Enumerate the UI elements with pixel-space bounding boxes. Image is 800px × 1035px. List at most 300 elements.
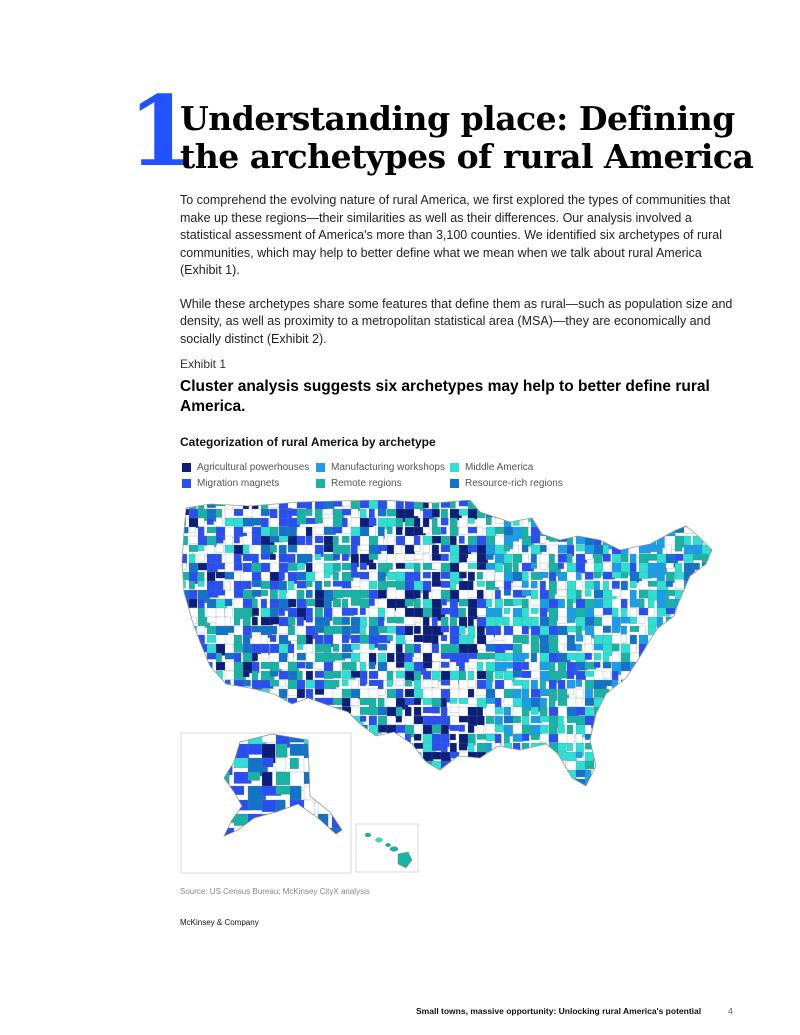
county-cell: [711, 770, 720, 777]
county-cell: [468, 518, 475, 524]
county-cell: [234, 518, 243, 528]
county-cell: [207, 680, 218, 693]
county-cell: [684, 779, 696, 788]
county-cell: [702, 653, 713, 659]
county-cell: [234, 644, 243, 653]
county-cell: [450, 734, 456, 740]
county-cell: [216, 635, 226, 644]
county-cell: [594, 725, 600, 732]
county-cell: [441, 518, 448, 525]
county-cell: [333, 590, 343, 598]
county-cell: [702, 689, 712, 699]
county-cell: [621, 761, 632, 770]
county-cell: [513, 509, 520, 518]
county-cell: [306, 590, 313, 598]
county-cell: [387, 608, 395, 618]
county-cell: [441, 527, 446, 534]
county-cell: [450, 581, 456, 590]
county-cell: [405, 680, 412, 686]
county-cell: [342, 716, 349, 725]
county-cell: [468, 716, 478, 726]
county-cell: [603, 743, 614, 752]
county-cell: [711, 581, 719, 587]
county-cell: [648, 743, 654, 751]
county-cell: [612, 527, 622, 534]
county-cell: [360, 734, 366, 743]
county-cell: [450, 779, 458, 786]
county-cell: [234, 536, 240, 543]
county-cell: [711, 518, 718, 526]
county-cell: [306, 563, 312, 573]
county-cell: [279, 707, 291, 718]
county-cell: [486, 770, 497, 776]
county-cell: [711, 680, 720, 686]
county-cell: [684, 599, 690, 605]
county-cell: [333, 518, 342, 527]
county-cell: [279, 671, 289, 679]
county-cell: [540, 788, 552, 794]
county-cell: [522, 788, 530, 798]
county-cell: [252, 608, 259, 616]
county-cell: [558, 779, 570, 788]
county-cell: [387, 563, 393, 570]
county-cell: [387, 527, 392, 534]
county-cell: [405, 761, 418, 774]
county-cell: [675, 788, 681, 796]
county-cell: [369, 743, 382, 749]
county-cell: [585, 572, 593, 580]
county-cell: [180, 725, 187, 734]
county-cell: [333, 725, 346, 732]
county-cell: [585, 698, 595, 706]
county-cell: [333, 680, 339, 687]
county-cell: [648, 680, 659, 690]
county-cell: [603, 662, 611, 668]
county-cell: [504, 707, 511, 715]
county-cell: [423, 770, 429, 778]
county-cell: [189, 653, 196, 664]
county-cell: [351, 743, 359, 755]
county-cell: [459, 743, 467, 750]
county-cell: [594, 779, 603, 792]
county-cell: [549, 779, 562, 790]
county-cell: [612, 761, 622, 774]
county-cell: [495, 770, 507, 778]
county-cell: [387, 581, 397, 587]
county-cell: [450, 761, 459, 767]
county-cell: [225, 608, 233, 618]
county-cell: [486, 716, 494, 724]
county-cell: [504, 770, 511, 778]
county-cell: [603, 752, 613, 763]
county-cell: [612, 644, 619, 651]
county-cell: [369, 644, 375, 650]
county-cell: [711, 743, 720, 755]
county-cell: [513, 779, 522, 790]
county-cell: [468, 761, 480, 774]
county-cell: [279, 608, 285, 616]
county-cell: [225, 716, 233, 724]
county-cell: [576, 500, 587, 506]
county-cell: [189, 698, 195, 704]
county-cell: [711, 662, 720, 671]
county-cell: [657, 680, 665, 690]
county-cell: [657, 707, 667, 717]
county-cell: [477, 635, 486, 645]
county-cell: [711, 644, 717, 653]
county-cell: [657, 734, 670, 744]
county-cell: [189, 680, 196, 688]
county-cell: [432, 554, 442, 561]
county-cell: [360, 707, 370, 715]
county-cell: [684, 518, 693, 527]
county-cell: [693, 572, 701, 585]
county-cell: [405, 779, 413, 785]
county-cell: [270, 545, 277, 552]
county-cell: [369, 707, 378, 715]
county-cell: [198, 716, 205, 726]
county-cell: [621, 527, 629, 538]
county-cell: [441, 626, 449, 632]
county-cell: [648, 770, 656, 777]
county-cell: [369, 788, 376, 795]
county-cell: [342, 680, 348, 686]
county-cell: [603, 563, 610, 572]
county-cell: [657, 716, 663, 723]
county-cell: [603, 500, 614, 508]
county-cell: [360, 770, 366, 779]
county-cell: [603, 734, 612, 748]
county-cell: [276, 758, 286, 771]
county-cell: [711, 527, 720, 533]
county-cell: [459, 608, 466, 618]
county-cell: [630, 770, 637, 777]
county-cell: [477, 698, 487, 708]
county-cell: [684, 536, 691, 546]
county-cell: [540, 698, 547, 707]
county-cell: [630, 635, 637, 645]
county-cell: [387, 734, 397, 740]
county-cell: [621, 752, 630, 760]
county-cell: [441, 545, 451, 552]
county-cell: [702, 698, 711, 706]
county-cell: [540, 545, 547, 552]
county-cell: [684, 644, 691, 653]
county-cell: [585, 518, 592, 529]
county-cell: [351, 770, 362, 783]
county-cell: [324, 716, 330, 725]
county-cell: [378, 770, 386, 777]
county-cell: [648, 653, 657, 664]
county-cell: [198, 653, 205, 666]
county-cell: [396, 689, 403, 699]
county-cell: [234, 563, 242, 571]
county-cell: [522, 743, 529, 752]
county-cell: [666, 770, 676, 778]
county-cell: [207, 671, 213, 682]
county-cell: [378, 779, 385, 784]
county-cell: [198, 599, 205, 608]
legend-label: Resource-rich regions: [465, 478, 563, 489]
county-cell: [675, 689, 685, 701]
county-cell: [594, 788, 605, 794]
county-cell: [351, 725, 362, 734]
county-cell: [657, 788, 666, 797]
county-cell: [567, 743, 573, 751]
county-cell: [243, 527, 252, 533]
county-cell: [513, 716, 521, 723]
county-cell: [189, 581, 195, 589]
county-cell: [262, 772, 272, 788]
county-cell: [486, 635, 494, 642]
county-cell: [513, 725, 523, 734]
county-cell: [252, 680, 262, 690]
county-cell: [423, 698, 432, 705]
county-cell: [621, 725, 630, 736]
county-cell: [567, 527, 577, 535]
county-cell: [684, 617, 695, 624]
county-cell: [558, 563, 564, 569]
county-cell: [297, 662, 305, 668]
county-cell: [486, 788, 498, 801]
county-cell: [315, 572, 324, 582]
county-cell: [558, 599, 565, 608]
county-cell: [270, 635, 276, 642]
county-cell: [315, 716, 326, 728]
county-cell: [576, 545, 585, 551]
county-cell: [486, 563, 495, 570]
county-cell: [648, 779, 662, 791]
county-cell: [261, 698, 271, 705]
county-cell: [468, 788, 476, 794]
county-cell: [405, 671, 415, 681]
county-cell: [594, 572, 601, 578]
county-cell: [711, 716, 717, 724]
county-cell: [648, 671, 656, 679]
county-cell: [531, 662, 540, 672]
county-cell: [711, 779, 720, 790]
county-cell: [513, 752, 523, 758]
county-cell: [684, 761, 690, 769]
county-cell: [639, 581, 649, 590]
county-cell: [243, 716, 253, 729]
county-cell: [531, 554, 537, 563]
county-cell: [612, 779, 621, 792]
county-cell: [684, 680, 694, 691]
county-cell: [459, 770, 471, 778]
county-cell: [387, 725, 397, 738]
county-cell: [288, 500, 298, 508]
county-cell: [657, 779, 668, 788]
county-cell: [387, 635, 393, 641]
county-cell: [414, 617, 421, 623]
county-cell: [243, 671, 249, 677]
county-cell: [639, 527, 648, 539]
county-cell: [693, 680, 704, 686]
county-cell: [414, 653, 421, 658]
county-cell: [495, 779, 504, 786]
county-cell: [360, 662, 366, 672]
county-cell: [360, 716, 366, 722]
county-cell: [306, 635, 313, 644]
county-cell: [243, 707, 254, 714]
county-cell: [603, 707, 613, 717]
county-cell: [702, 581, 714, 587]
county-cell: [477, 590, 484, 599]
county-cell: [567, 734, 574, 744]
legend-label: Migration magnets: [197, 478, 280, 489]
county-cell: [297, 626, 306, 636]
county-cell: [342, 581, 351, 588]
county-cell: [630, 779, 637, 788]
county-cell: [261, 590, 268, 596]
county-cell: [648, 518, 658, 526]
county-cell: [549, 527, 561, 533]
county-cell: [360, 545, 369, 551]
county-cell: [351, 752, 357, 762]
county-cell: [252, 644, 262, 654]
county-cell: [657, 644, 665, 655]
county-cell: [630, 590, 637, 599]
county-cell: [423, 662, 433, 668]
county-cell: [189, 716, 200, 725]
county-cell: [234, 698, 240, 707]
county-cell: [369, 581, 377, 589]
county-cell: [540, 770, 548, 782]
county-cell: [531, 761, 540, 773]
county-cell: [459, 554, 467, 562]
county-cell: [684, 671, 695, 682]
county-cell: [279, 698, 287, 710]
county-cell: [630, 581, 637, 588]
county-cell: [225, 518, 234, 526]
county-cell: [639, 734, 649, 747]
county-cell: [360, 743, 370, 750]
county-cell: [477, 527, 483, 536]
county-cell: [423, 608, 432, 617]
county-cell: [675, 725, 687, 736]
county-cell: [504, 743, 512, 755]
county-cell: [432, 599, 442, 609]
county-cell: [315, 689, 325, 695]
county-cell: [288, 599, 296, 607]
county-cell: [504, 698, 514, 705]
county-cell: [630, 617, 637, 624]
county-cell: [225, 581, 231, 591]
county-cell: [630, 752, 637, 763]
county-cell: [648, 761, 655, 768]
county-cell: [558, 500, 565, 508]
county-cell: [180, 689, 189, 697]
county-cell: [567, 581, 576, 591]
county-cell: [306, 716, 313, 726]
county-cell: [666, 509, 676, 522]
county-cell: [306, 554, 312, 562]
legend-swatch: [316, 463, 325, 472]
county-cell: [594, 770, 606, 780]
county-cell: [189, 599, 197, 608]
county-cell: [666, 671, 677, 678]
county-cell: [423, 572, 431, 578]
county-cell: [666, 626, 672, 638]
county-cell: [693, 644, 706, 650]
county-cell: [675, 707, 687, 720]
county-cell: [567, 689, 574, 695]
county-cell: [387, 788, 393, 801]
county-cell: [432, 779, 438, 785]
intro-text: [180, 192, 740, 364]
county-cell: [630, 527, 636, 539]
county-cell: [234, 786, 244, 795]
county-cell: [711, 599, 720, 610]
county-cell: [522, 752, 535, 760]
county-cell: [693, 500, 702, 509]
county-cell: [693, 509, 706, 519]
county-cell: [378, 509, 386, 516]
county-cell: [657, 653, 663, 664]
county-cell: [540, 680, 546, 690]
county-cell: [198, 545, 204, 551]
county-cell: [495, 581, 504, 587]
county-cell: [549, 518, 560, 529]
county-cell: [666, 563, 674, 568]
county-cell: [495, 500, 502, 511]
county-cell: [648, 707, 660, 716]
county-cell: [711, 725, 719, 737]
county-cell: [387, 518, 396, 527]
county-cell: [576, 689, 583, 699]
county-cell: [279, 716, 285, 723]
county-cell: [702, 743, 715, 751]
county-cell: [351, 689, 360, 699]
county-cell: [207, 599, 216, 609]
county-cell: [270, 716, 277, 724]
county-cell: [441, 770, 450, 783]
county-cell: [333, 599, 341, 607]
county-cell: [486, 518, 492, 525]
county-cell: [414, 671, 421, 680]
county-cell: [684, 527, 697, 534]
county-cell: [621, 707, 633, 714]
county-cell: [531, 707, 539, 715]
county-cell: [657, 689, 669, 696]
county-cell: [621, 716, 633, 722]
county-cell: [414, 734, 421, 741]
county-cell: [351, 644, 360, 650]
county-cell: [441, 554, 449, 561]
county-cell: [693, 635, 702, 648]
county-cell: [342, 554, 349, 561]
county-cell: [288, 653, 294, 662]
county-cell: [324, 572, 330, 578]
county-cell: [702, 644, 708, 654]
county-cell: [558, 761, 566, 772]
county-cell: [702, 671, 714, 684]
county-cell: [684, 698, 691, 710]
county-cell: [306, 581, 312, 587]
county-cell: [648, 725, 659, 731]
legend-item-resource-rich: [450, 478, 563, 489]
county-cell: [567, 509, 577, 519]
county-cell: [306, 698, 313, 705]
county-cell: [693, 734, 706, 745]
county-cell: [540, 536, 546, 543]
county-cell: [315, 518, 323, 523]
county-cell: [189, 707, 195, 720]
county-cell: [540, 572, 548, 578]
county-cell: [396, 716, 402, 722]
county-cell: [414, 509, 420, 516]
